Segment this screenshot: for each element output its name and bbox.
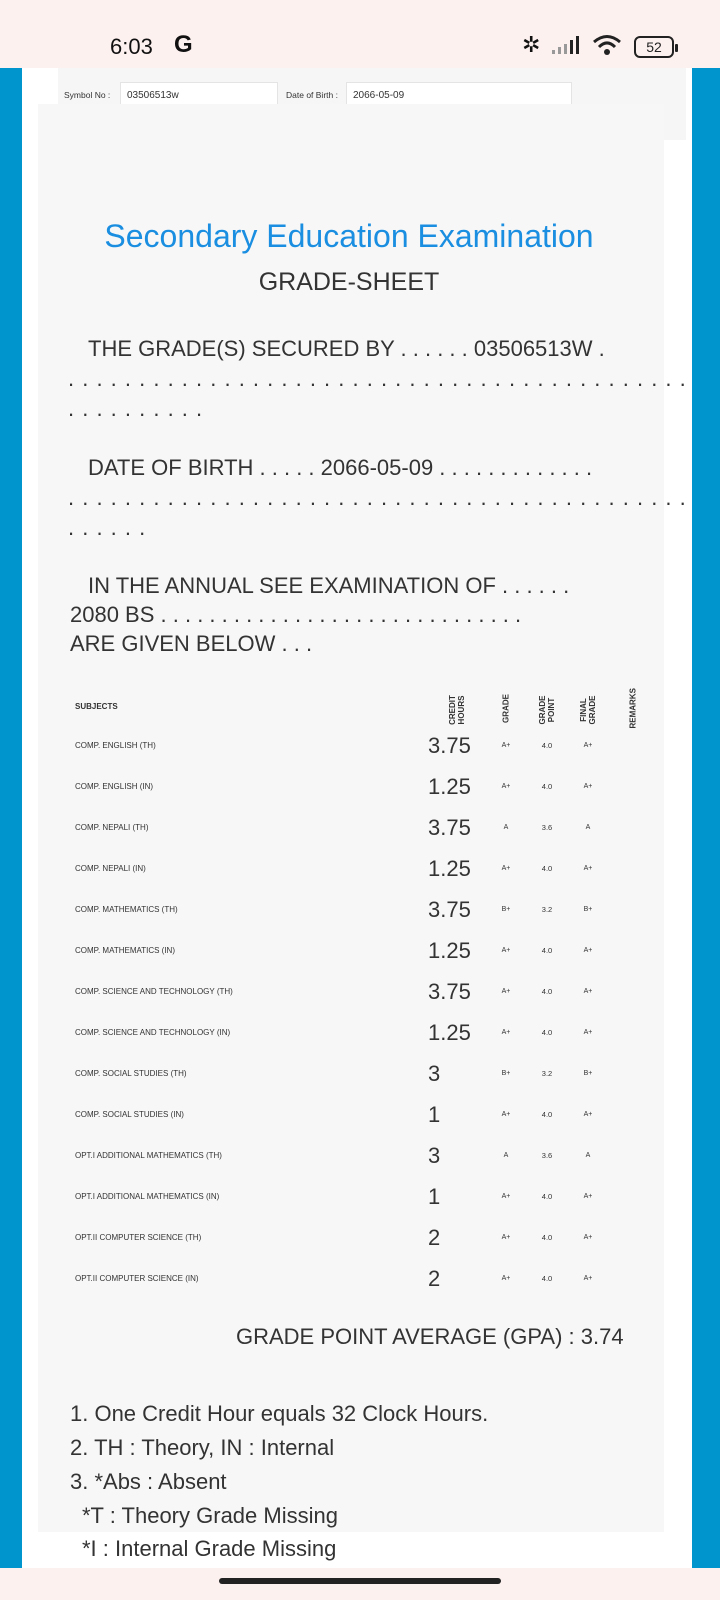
header-grade-point: GRADE POINT bbox=[538, 695, 556, 725]
signal-icon bbox=[550, 34, 586, 56]
grade: A+ bbox=[501, 947, 511, 954]
note-5: *I : Internal Grade Missing bbox=[82, 1536, 337, 1561]
subject-name: COMP. ENGLISH (TH) bbox=[75, 741, 156, 750]
grade-point: 4.0 bbox=[541, 1028, 553, 1037]
grade-point: 3.2 bbox=[541, 1069, 553, 1078]
grade: A bbox=[503, 824, 509, 831]
grade-point: 4.0 bbox=[541, 864, 553, 873]
note-2: 2. TH : Theory, IN : Internal bbox=[70, 1435, 335, 1460]
grade: A+ bbox=[501, 1234, 511, 1241]
note-4: *T : Theory Grade Missing bbox=[82, 1503, 338, 1528]
battery-level: 52 bbox=[646, 39, 662, 55]
credit-hours: 3 bbox=[428, 1061, 441, 1086]
final-grade: A+ bbox=[583, 1111, 593, 1118]
navigation-bar bbox=[0, 1568, 720, 1600]
header-subjects: SUBJECTS bbox=[75, 702, 118, 711]
secured-by-line: THE GRADE(S) SECURED BY . . . . . . 03506513W . bbox=[88, 336, 605, 361]
header-credit-hours: CREDIT HOURS bbox=[448, 695, 466, 725]
credit-hours: 1.25 bbox=[428, 1020, 471, 1045]
grade: A bbox=[503, 1152, 509, 1159]
dob-input[interactable]: 2066-05-09 bbox=[346, 82, 572, 108]
grade: A+ bbox=[501, 865, 511, 872]
header-remarks: REMARKS bbox=[628, 688, 638, 729]
page-title: Secondary Education Examination bbox=[104, 218, 594, 254]
final-grade: A+ bbox=[583, 1193, 593, 1200]
grade: A+ bbox=[501, 1111, 511, 1118]
header-final-grade: FINAL GRADE bbox=[579, 695, 597, 725]
final-grade: A+ bbox=[583, 1275, 593, 1282]
header-grade: GRADE bbox=[501, 694, 511, 723]
credit-hours: 1 bbox=[428, 1102, 441, 1127]
subject-name: COMP. NEPALI (IN) bbox=[75, 864, 146, 873]
grade-point: 4.0 bbox=[541, 946, 553, 955]
grade: A+ bbox=[501, 1029, 511, 1036]
subject-name: COMP. MATHEMATICS (TH) bbox=[75, 905, 178, 914]
sheet-subtitle: GRADE-SHEET bbox=[258, 268, 440, 296]
note-1: 1. One Credit Hour equals 32 Clock Hours. bbox=[70, 1401, 489, 1426]
credit-hours: 3 bbox=[428, 1143, 441, 1168]
subject-name: OPT.II COMPUTER SCIENCE (TH) bbox=[75, 1233, 202, 1242]
given-below-line: ARE GIVEN BELOW . . . bbox=[70, 631, 313, 656]
credit-hours: 2 bbox=[428, 1266, 441, 1291]
final-grade: A+ bbox=[583, 742, 593, 749]
bluetooth-icon: ✲ bbox=[522, 32, 541, 57]
home-gesture-handle[interactable] bbox=[219, 1578, 501, 1584]
credit-hours: 3.75 bbox=[428, 897, 471, 922]
subject-name: OPT.I ADDITIONAL MATHEMATICS (TH) bbox=[75, 1151, 222, 1160]
subject-name: COMP. MATHEMATICS (IN) bbox=[75, 946, 175, 955]
dob-label: Date of Birth : bbox=[286, 90, 338, 100]
credit-hours: 3.75 bbox=[428, 733, 471, 758]
subject-name: COMP. SOCIAL STUDIES (TH) bbox=[75, 1069, 187, 1078]
clock: 6:03 bbox=[110, 34, 153, 59]
credit-hours: 3.75 bbox=[428, 815, 471, 840]
symbol-label: Symbol No : bbox=[64, 90, 111, 100]
status-bar bbox=[0, 0, 720, 68]
subject-name: COMP. SCIENCE AND TECHNOLOGY (TH) bbox=[75, 987, 233, 996]
grade-point: 4.0 bbox=[541, 1274, 553, 1283]
dob-line: DATE OF BIRTH . . . . . 2066-05-09 . . . . . . . . . . . . . bbox=[88, 455, 593, 480]
credit-hours: 1 bbox=[428, 1184, 441, 1209]
grade: A+ bbox=[501, 988, 511, 995]
subject-name: COMP. SCIENCE AND TECHNOLOGY (IN) bbox=[75, 1028, 231, 1037]
subject-name: OPT.II COMPUTER SCIENCE (IN) bbox=[75, 1274, 199, 1283]
grade-point: 4.0 bbox=[541, 987, 553, 996]
grade-point: 3.6 bbox=[541, 1151, 553, 1160]
subject-name: COMP. ENGLISH (IN) bbox=[75, 782, 154, 791]
grade: A+ bbox=[501, 742, 511, 749]
grade-sheet bbox=[38, 104, 664, 1532]
credit-hours: 1.25 bbox=[428, 938, 471, 963]
battery-icon bbox=[634, 36, 674, 58]
grade: B+ bbox=[501, 1070, 511, 1077]
credit-hours: 2 bbox=[428, 1225, 441, 1250]
final-grade: A+ bbox=[583, 947, 593, 954]
gpa-text: GRADE POINT AVERAGE (GPA) : 3.74 bbox=[236, 1324, 624, 1349]
final-grade: A+ bbox=[583, 783, 593, 790]
grade-point: 4.0 bbox=[541, 1192, 553, 1201]
grade-point: 3.2 bbox=[541, 905, 553, 914]
exam-year-line: 2080 BS . . . . . . . . . . . . . . . . . . . . . . . . . . . . . . bbox=[70, 602, 522, 627]
grade-point: 4.0 bbox=[541, 741, 553, 750]
final-grade: A+ bbox=[583, 988, 593, 995]
subject-name: COMP. NEPALI (TH) bbox=[75, 823, 149, 832]
dotted-line: . . . . . . . . . . . . . . . . . . . . . . . . . . . . . . . . . . . . . . . . . . . . bbox=[68, 485, 687, 510]
grade-point: 4.0 bbox=[541, 1233, 553, 1242]
grade: A+ bbox=[501, 1275, 511, 1282]
note-3: 3. *Abs : Absent bbox=[70, 1469, 227, 1494]
subject-name: OPT.I ADDITIONAL MATHEMATICS (IN) bbox=[75, 1192, 220, 1201]
final-grade: A bbox=[585, 824, 591, 831]
symbol-input[interactable]: 03506513w bbox=[120, 82, 278, 108]
google-icon: G bbox=[174, 31, 193, 58]
grade-point: 4.0 bbox=[541, 782, 553, 791]
dotted-line: . . . . . . bbox=[68, 515, 147, 540]
final-grade: B+ bbox=[583, 906, 593, 913]
final-grade: A+ bbox=[583, 865, 593, 872]
dotted-line: . . . . . . . . . . bbox=[68, 396, 204, 421]
credit-hours: 1.25 bbox=[428, 856, 471, 881]
grade: A+ bbox=[501, 1193, 511, 1200]
subject-name: COMP. SOCIAL STUDIES (IN) bbox=[75, 1110, 184, 1119]
dotted-line: . . . . . . . . . . . . . . . . . . . . . . . . . . . . . . . . . . . . . . . . . . . . bbox=[68, 366, 687, 391]
exam-line: IN THE ANNUAL SEE EXAMINATION OF . . . . . . bbox=[88, 573, 570, 598]
final-grade: A bbox=[585, 1152, 591, 1159]
wifi-icon bbox=[592, 33, 622, 57]
grade-point: 4.0 bbox=[541, 1110, 553, 1119]
grade-point: 3.6 bbox=[541, 823, 553, 832]
final-grade: A+ bbox=[583, 1234, 593, 1241]
credit-hours: 3.75 bbox=[428, 979, 471, 1004]
final-grade: A+ bbox=[583, 1029, 593, 1036]
credit-hours: 1.25 bbox=[428, 774, 471, 799]
final-grade: B+ bbox=[583, 1070, 593, 1077]
grade: A+ bbox=[501, 783, 511, 790]
grade: B+ bbox=[501, 906, 511, 913]
